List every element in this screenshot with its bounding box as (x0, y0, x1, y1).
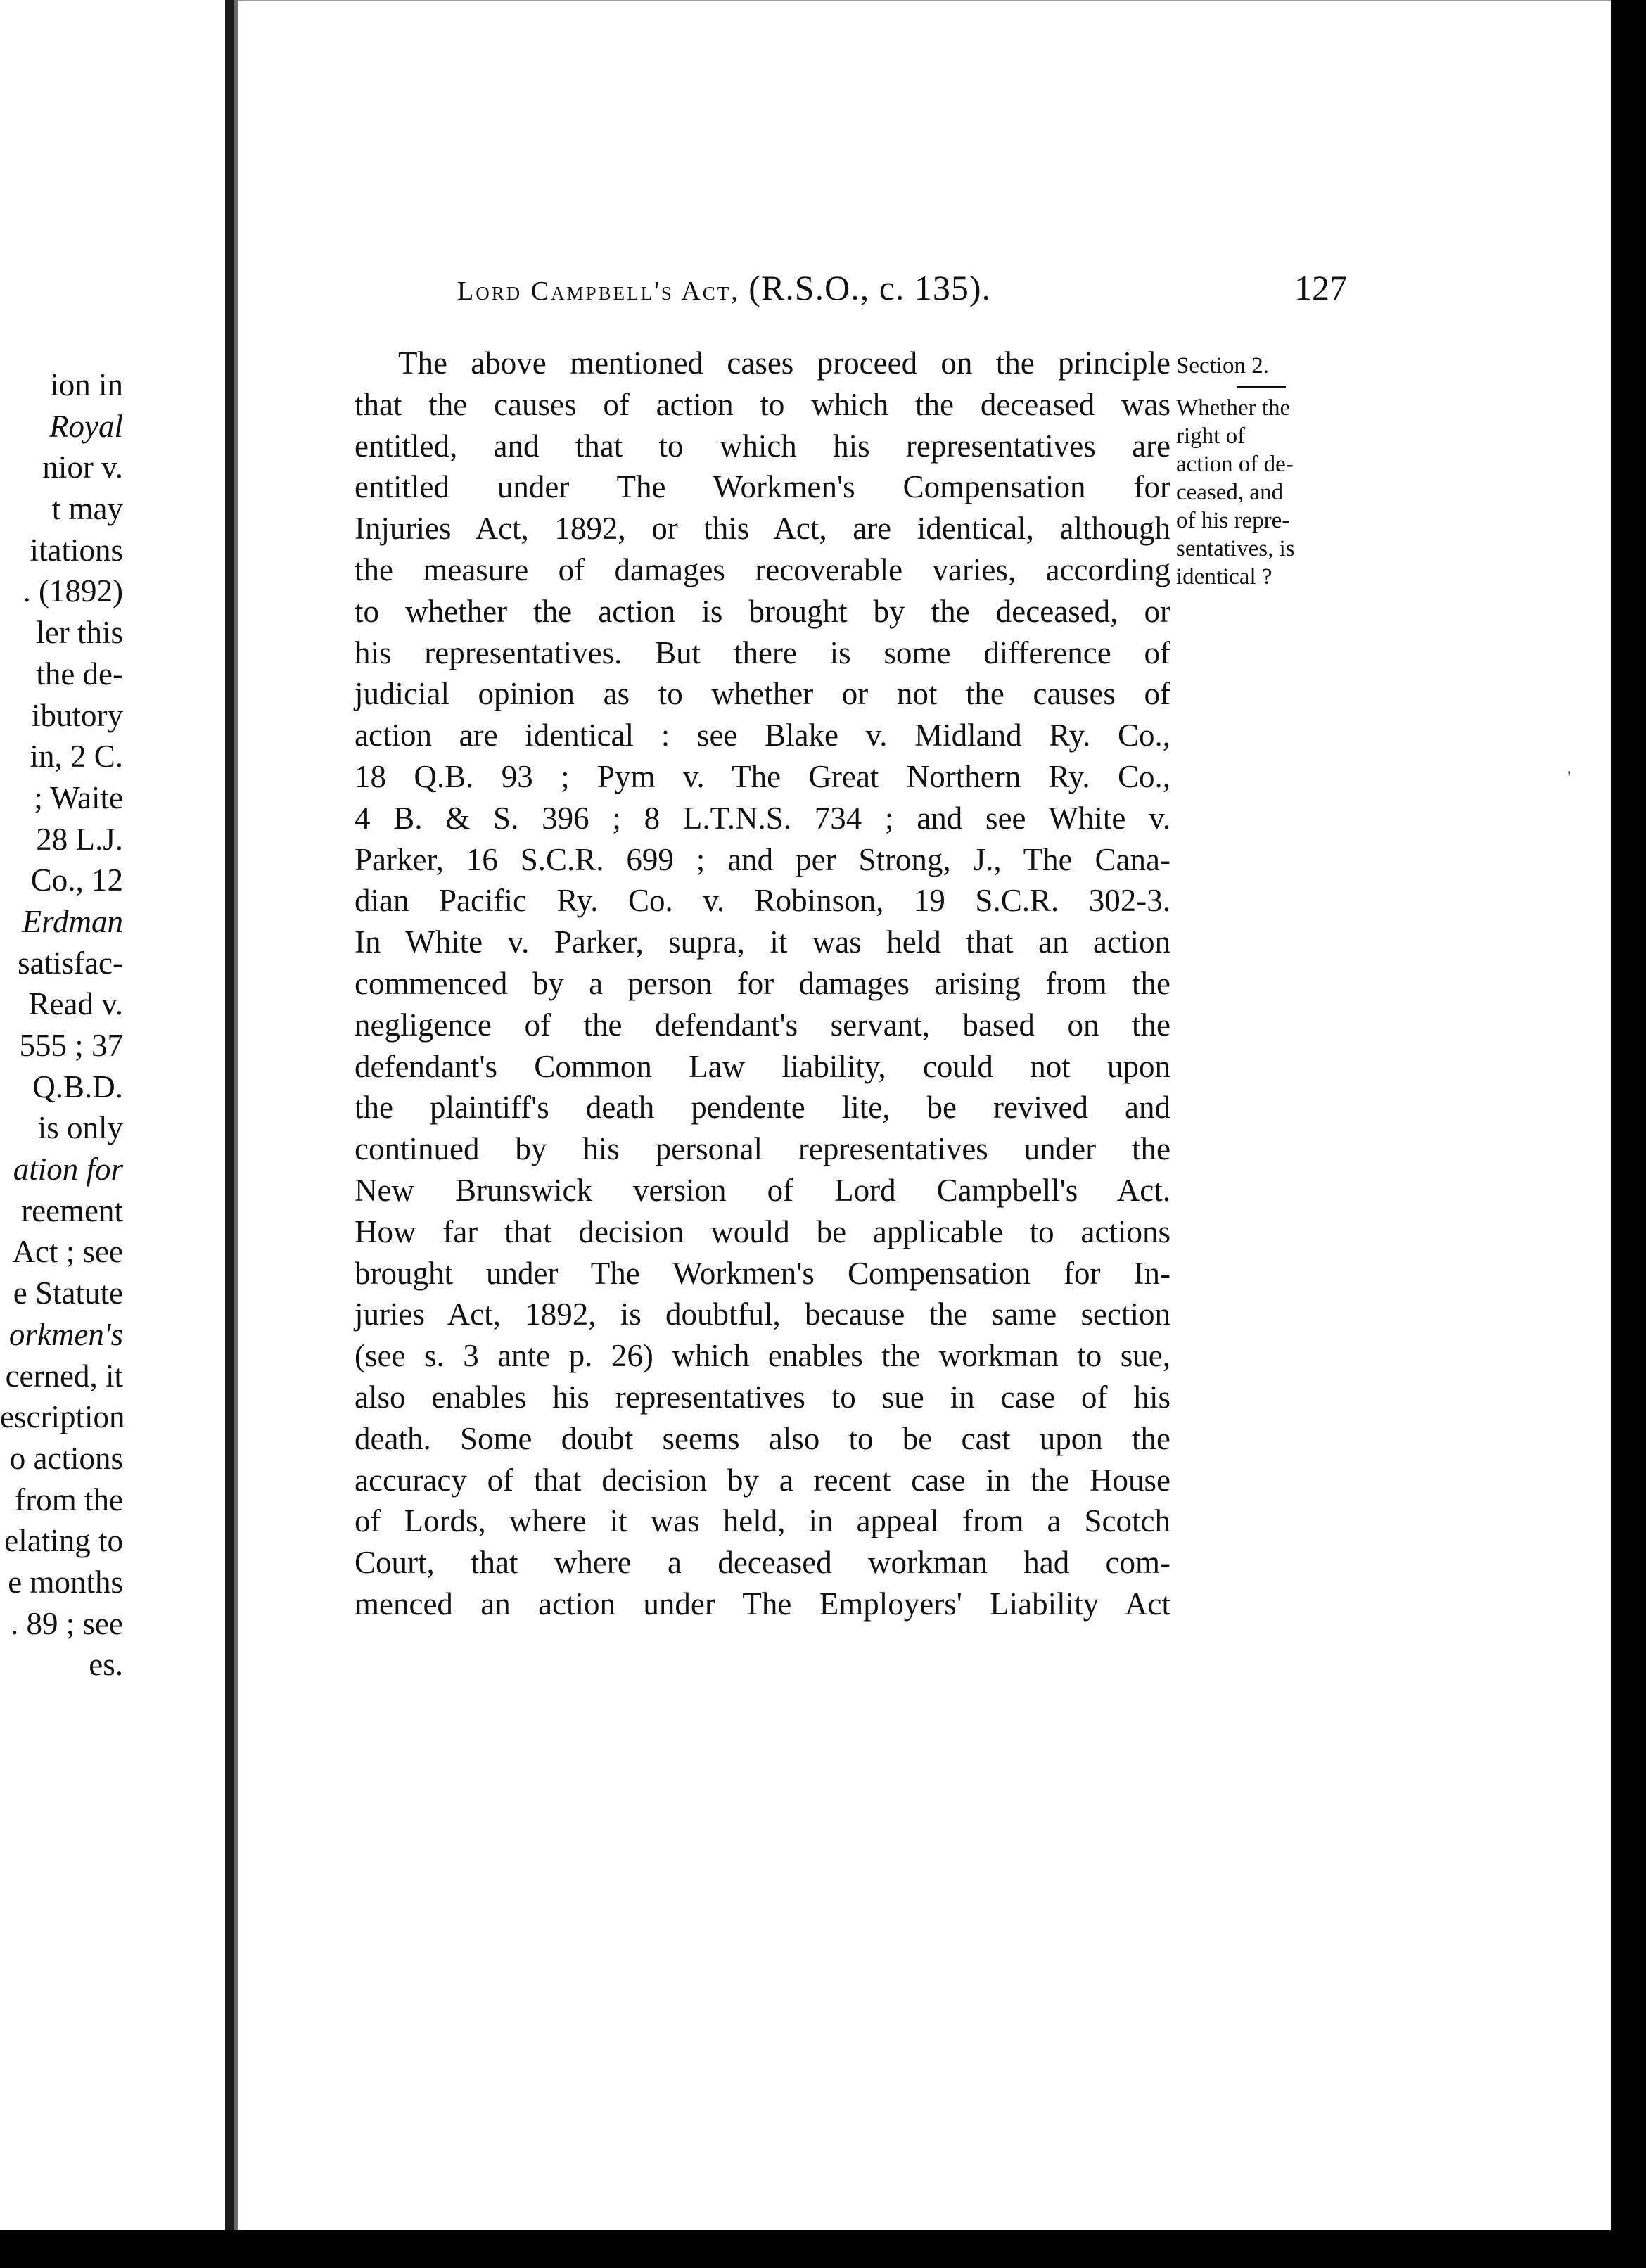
left-line: Read v. (28, 986, 123, 1022)
left-line: e Statute (13, 1275, 123, 1311)
body-line: the measure of damages recoverable varies, according (355, 552, 1170, 587)
body-line: defendant's Common Law liability, could not upon (355, 1048, 1170, 1084)
body-line: entitled, and that to which his representatives are (355, 428, 1170, 464)
left-line: es. (89, 1647, 123, 1683)
left-line: reement (21, 1192, 123, 1228)
left-line: orkmen's (8, 1316, 123, 1352)
gutter-shadow (234, 0, 238, 2230)
left-line: Co., 12 (30, 862, 123, 898)
left-line: t may (51, 491, 123, 527)
body-line: accuracy of that decision by a recent case in the House (355, 1462, 1170, 1498)
stray-ink-mark: ' (1567, 767, 1571, 790)
left-line: cerned, it (5, 1358, 123, 1394)
left-line: ation for (13, 1152, 123, 1187)
body-text (355, 343, 1170, 1625)
left-line: e months (8, 1564, 123, 1600)
body-line: entitled under The Workmen's Compensation for (355, 469, 1170, 505)
left-line: elating to (4, 1523, 123, 1559)
body-line: juries Act, 1892, is doubtful, because the same section (355, 1297, 1170, 1332)
left-line: nior v. (42, 450, 123, 485)
body-line: brought under The Workmen's Compensation for In- (355, 1255, 1170, 1291)
body-line: judicial opinion as to whether or not the causes of (355, 676, 1170, 712)
top-page-edge (238, 0, 1611, 1)
body-line: continued by his personal representatives under the (355, 1131, 1170, 1167)
body-line: to whether the action is brought by the deceased, or (355, 593, 1170, 629)
body-line: also enables his representatives to sue in case of his (355, 1379, 1170, 1415)
left-line: Q.B.D. (32, 1069, 123, 1104)
left-line: from the (15, 1482, 123, 1517)
bottom-scan-border (0, 2230, 1646, 2268)
body-line: Injuries Act, 1892, or this Act, are identical, although (355, 511, 1170, 547)
left-line: escription (0, 1399, 125, 1435)
left-line: in, 2 C. (30, 739, 123, 775)
body-line: 18 Q.B. 93 ; Pym v. The Great Northern Ry. Co., (355, 758, 1170, 794)
left-facing-page-text (0, 364, 222, 1686)
left-line: . 89 ; see (11, 1605, 123, 1641)
body-line: dian Pacific Ry. Co. v. Robinson, 19 S.C.R. 302-3. (355, 883, 1170, 919)
running-head-statute: (R.S.O., c. 135). (748, 268, 992, 307)
body-line: In White v. Parker, supra, it was held that an action (355, 924, 1170, 960)
left-line: is only (37, 1110, 123, 1146)
running-head (457, 267, 991, 308)
body-line: of Lords, where it was held, in appeal from a Scotch (355, 1503, 1170, 1539)
left-line: o actions (9, 1440, 123, 1476)
left-line: ; Waite (34, 779, 123, 815)
body-line: menced an action under The Employers' Liability Act (355, 1586, 1170, 1622)
running-head-title: Lord Campbell's Act, (457, 276, 749, 306)
margin-note-line: sentatives, is (1176, 536, 1295, 561)
left-line: ibutory (32, 697, 123, 733)
left-line: itations (30, 532, 123, 568)
body-line: Court, that where a deceased workman had com- (355, 1545, 1170, 1581)
left-line: ler this (36, 615, 123, 651)
margin-rule (1237, 386, 1286, 388)
margin-note-line: action of de- (1176, 452, 1294, 477)
body-line: The above mentioned cases proceed on the principle (398, 345, 1170, 381)
left-line: Erdman (22, 903, 123, 939)
left-line: 555 ; 37 (19, 1028, 123, 1063)
body-line: action are identical : see Blake v. Midland Ry. Co., (355, 718, 1170, 753)
margin-note-line: Whether the (1176, 395, 1291, 421)
page-number: 127 (1294, 268, 1347, 307)
margin-note-line: right of (1176, 423, 1246, 449)
right-scan-border (1611, 0, 1646, 2268)
margin-note-line: identical ? (1176, 564, 1272, 590)
left-line: 28 L.J. (36, 821, 123, 857)
margin-note-line: ceased, and (1176, 480, 1284, 505)
left-line: . (1892) (23, 573, 123, 609)
body-line: negligence of the defendant's servant, based on the (355, 1007, 1170, 1043)
page-gutter (225, 0, 234, 2230)
margin-note (1176, 348, 1352, 591)
body-line: (see s. 3 ante p. 26) which enables the workman to sue, (355, 1338, 1170, 1374)
left-line: Act ; see (12, 1234, 123, 1270)
body-line: death. Some doubt seems also to be cast upon the (355, 1420, 1170, 1456)
left-line: Royal (49, 408, 123, 444)
body-line: his representatives. But there is some difference of (355, 635, 1170, 670)
body-line: 4 B. & S. 396 ; 8 L.T.N.S. 734 ; and see White v. (355, 800, 1170, 836)
margin-note-line: of his repre- (1176, 508, 1290, 533)
left-line: satisfac- (18, 945, 123, 981)
left-line: the de- (36, 656, 123, 692)
body-line: commenced by a person for damages arising from the (355, 965, 1170, 1001)
margin-section-label: Section 2. (1176, 353, 1269, 378)
body-line: Parker, 16 S.C.R. 699 ; and per Strong, J., The Cana- (355, 841, 1170, 877)
body-line: New Brunswick version of Lord Campbell's Act. (355, 1172, 1170, 1208)
body-line: the plaintiff's death pendente lite, be revived and (355, 1090, 1170, 1126)
left-line: ion in (50, 367, 123, 402)
body-line: that the causes of action to which the deceased was (355, 386, 1170, 422)
body-line: How far that decision would be applicable to actions (355, 1213, 1170, 1249)
